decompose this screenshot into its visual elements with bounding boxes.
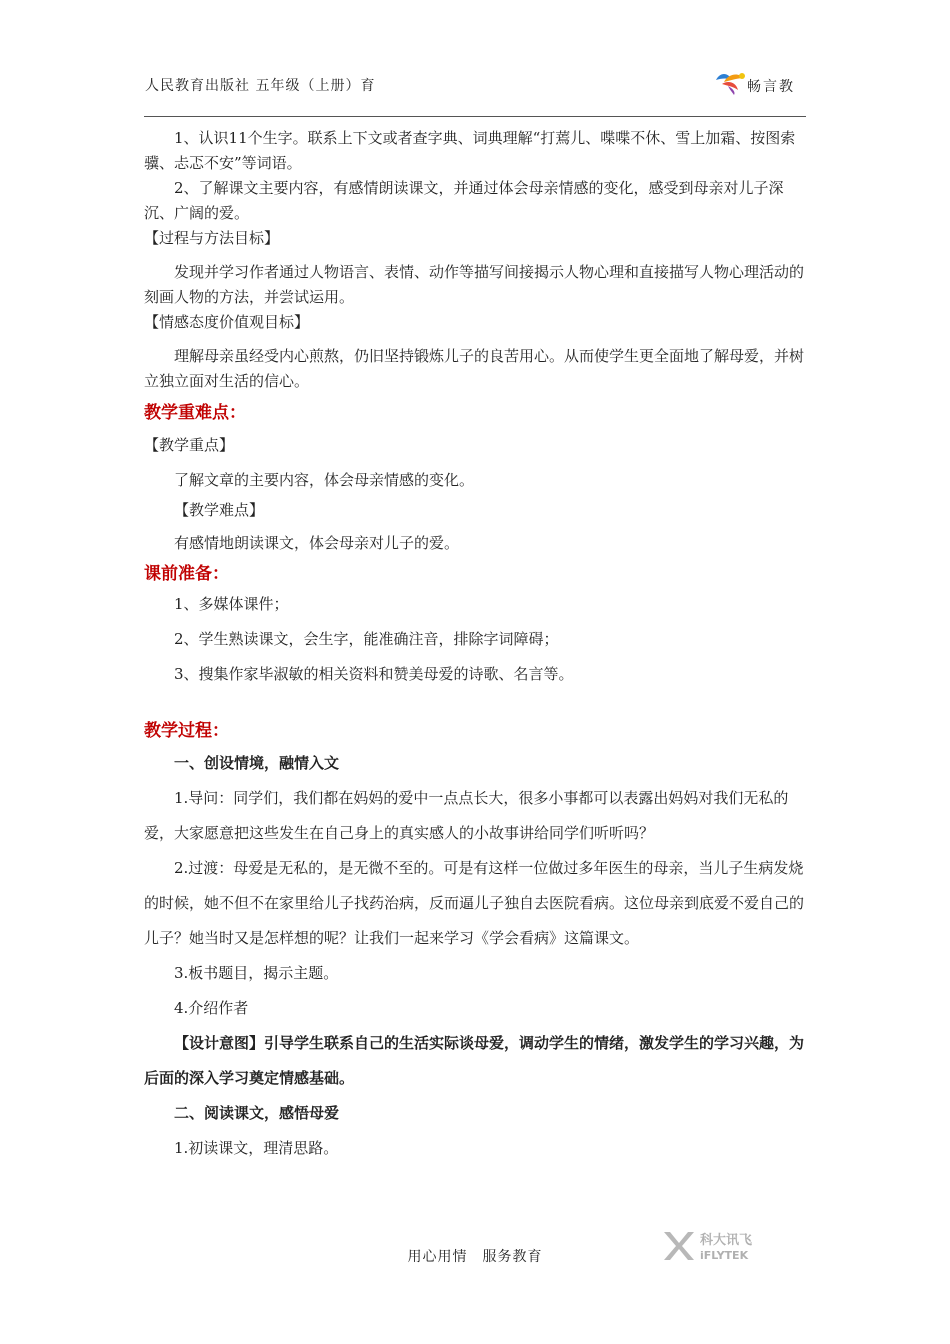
- emotion-goal-title: 【情感态度价值观目标】: [144, 313, 310, 331]
- difficult-point-text: 有感情地朗读课文，体会母亲对儿子的爱。: [174, 534, 460, 552]
- header-publisher: 人民教育出版社 五年级（上册）育: [145, 78, 376, 94]
- key-point-title: 【教学重点】: [144, 436, 235, 454]
- s1-item-1: 1.导问：同学们，我们都在妈妈的爱中一点点长大，很多小事都可以表露出妈妈对我们无私的爱，大家愿意把这些发生在自己身上的真实感人的小故事讲给同学们听听吗？: [144, 789, 789, 842]
- difficult-point-title: 【教学难点】: [174, 501, 265, 519]
- key-point-text: 了解文章的主要内容，体会母亲情感的变化。: [174, 471, 475, 489]
- s1-item-4: 4.介绍作者: [174, 999, 249, 1017]
- key-points-heading: 教学重难点：: [144, 403, 246, 423]
- footer-slogan: 用心用情 服务教育: [407, 1249, 543, 1265]
- process-goal-title: 【过程与方法目标】: [144, 229, 280, 247]
- design-intent: 【设计意图】引导学生联系自己的生活实际谈母爱，调动学生的情绪，激发学生的学习兴趣，为后面的深入学习奠定情感基础。: [144, 1034, 805, 1087]
- preparation-heading: 课前准备：: [144, 564, 229, 584]
- teaching-process-heading: 教学过程：: [144, 721, 229, 741]
- emotion-goal-text: 理解母亲虽经受内心煎熬，仍旧坚持锻炼儿子的良苦用心。从而使学生更全面地了解母爱，并树立独立面对生活的信心。: [144, 347, 805, 390]
- section-2-title: 二、阅读课文，感悟母爱: [174, 1104, 340, 1122]
- header-logo-text: 畅言教: [747, 79, 795, 95]
- bird-logo-icon: [714, 68, 750, 96]
- brand-cn-text: 科大讯飞: [700, 1233, 753, 1248]
- header-divider: [144, 116, 806, 117]
- s1-item-2: 2.过渡：母爱是无私的，是无微不至的。可是有这样一位做过多年医生的母亲，当儿子生病发烧的时候，她不但不在家里给儿子找药治病，反而逼儿子独自去医院看病。这位母亲到底爱不爱自己的儿子？她当时又是怎样想的呢？让我们一起来学习《学会看病》这篇课文。: [144, 859, 805, 947]
- goal-2: 2、了解课文主要内容，有感情朗读课文，并通过体会母亲情感的变化，感受到母亲对儿子深沉、广阔的爱。: [144, 179, 784, 222]
- document-body: [144, 126, 808, 1166]
- s2-item-1: 1.初读课文，理清思路。: [174, 1139, 339, 1157]
- process-goal-text: 发现并学习作者通过人物语言、表情、动作等描写间接揭示人物心理和直接描写人物心理活动的刻画人物的方法，并尝试运用。: [144, 263, 805, 306]
- brand-en-text: iFLYTEK: [700, 1249, 749, 1262]
- prep-item-2: 2、学生熟读课文，会生字，能准确注音，排除字词障碍；: [174, 630, 559, 648]
- s1-item-3: 3.板书题目，揭示主题。: [174, 964, 339, 982]
- goal-1: 1、认识11个生字。联系上下文或者查字典、词典理解“打蔫儿、喋喋不休、雪上加霜、按图索骥、忐忑不安”等词语。: [144, 129, 796, 172]
- prep-item-1: 1、多媒体课件；: [174, 595, 289, 613]
- iflytek-logo-icon: [660, 1228, 772, 1264]
- prep-item-3: 3、搜集作家毕淑敏的相关资料和赞美母爱的诗歌、名言等。: [174, 665, 574, 683]
- section-1-title: 一、创设情境，融情入文: [174, 754, 340, 772]
